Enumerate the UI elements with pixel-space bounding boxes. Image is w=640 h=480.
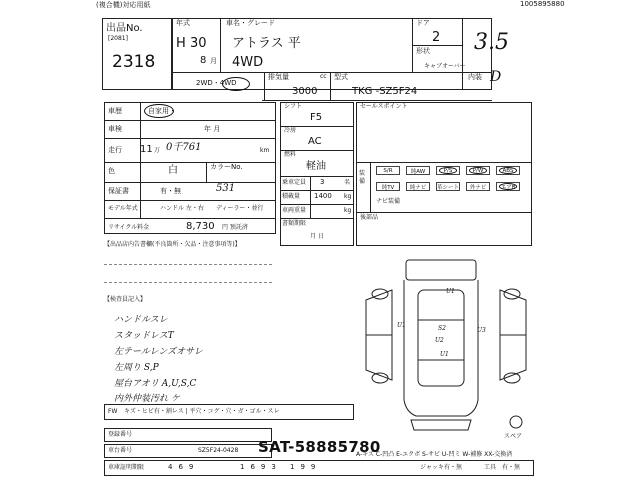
doc-unit: 月 日: [310, 233, 324, 240]
capacity-unit: 名: [344, 179, 351, 186]
capacity-label: 乗車定員: [282, 179, 307, 186]
chassis-value: SZ5F24-0428: [198, 447, 239, 454]
sales-point-label: セールスポイント: [360, 103, 408, 110]
model-year-label: モデル年式: [108, 205, 138, 212]
usage-circle: [144, 104, 174, 118]
usage-value: 自家用・: [148, 107, 176, 115]
jack-value: 有・無: [444, 464, 463, 471]
warranty-value: 有・無: [160, 187, 181, 195]
doc-label: 書類期限: [282, 220, 307, 227]
fw-label: FW: [108, 408, 118, 415]
load-unit: kg: [344, 193, 352, 200]
left-info-grid: [104, 102, 276, 234]
spare-label: スペア: [504, 433, 523, 440]
interior-label: 内装: [468, 73, 482, 81]
note-line: 屋台アオリ A,U,S,C: [114, 379, 197, 389]
interior-value: D: [490, 69, 502, 85]
warranty-label: 保証書: [108, 187, 129, 195]
damage-mark: S2: [438, 325, 446, 332]
month-value: 8: [200, 55, 207, 66]
note-line: 内外仲装汚れ ケ: [114, 394, 180, 404]
vehicle-grade: 4WD: [232, 55, 264, 70]
note-line: 左テールレンズオサレ: [114, 347, 203, 357]
warranty-code: 531: [216, 183, 236, 194]
registration-label: 登録番号: [108, 431, 133, 438]
capacity-value: 3: [320, 178, 325, 186]
fuel-value: 軽油: [306, 161, 326, 172]
damage-mark: U1: [397, 322, 406, 329]
check-title: 【検査員記入】: [104, 296, 147, 303]
lot-small-id: [2081]: [108, 35, 128, 42]
dealer-label: ディーラー・並行: [216, 205, 264, 212]
equipment-label: 装備: [359, 170, 366, 186]
door-value: 2: [432, 30, 441, 45]
top-right-number: 1005895880: [520, 0, 565, 8]
defect-label: 後部品: [360, 214, 379, 221]
load-value: 1400: [314, 192, 332, 200]
displacement-unit: cc: [320, 73, 327, 80]
displacement-label: 排気量: [268, 73, 289, 81]
year-value: 30: [190, 36, 207, 51]
navi-label: ナビ装備: [376, 198, 401, 205]
lot-label: 出品No.: [106, 23, 143, 34]
lot-number: 2318: [112, 52, 156, 72]
mileage-unit: km: [260, 147, 270, 154]
mileage-rest: 0千761: [166, 142, 202, 153]
score-value: 3.5: [474, 30, 509, 55]
fw-items: キズ・ヒビ有・割レス | 平穴・コグ・穴・ガ・ゴル・スレ: [124, 408, 280, 415]
cert-label: 車庫証明期限: [108, 464, 145, 471]
year-label: 年式: [176, 19, 190, 27]
equip-power-steering: P/S: [436, 166, 460, 175]
tool-value: 有・無: [502, 464, 521, 471]
equip-alloy-wheel: 純AW: [406, 166, 430, 175]
recycle-label: リサイクル料金: [108, 224, 150, 231]
mileage-label: 走行: [108, 146, 122, 154]
vehicle-name: アトラス 平: [232, 36, 301, 51]
shift-label: シフト: [284, 103, 303, 110]
sheet-title: 【出品店内告書欄(不良箇所・欠品・注意事項等)】: [104, 241, 241, 248]
ac-value: AC: [308, 136, 322, 147]
model-label: 型式: [334, 73, 348, 81]
combined-title: (複合機)対応用紙: [96, 1, 151, 9]
cab-label: キャブオーバー: [424, 63, 466, 70]
model-value: TKG -SZ5F24: [352, 86, 418, 97]
color-value: 白: [168, 165, 178, 176]
note-line: 左周り S,P: [114, 363, 159, 373]
damage-mark: U1: [446, 288, 455, 295]
equip-airbag: エアB: [496, 182, 520, 191]
inspection-unit: 年 月: [204, 125, 221, 133]
equip-sr: S/R: [376, 166, 400, 175]
mileage-man: 11: [140, 144, 153, 155]
damage-legend: A-キズ C-凹凸 E-エクボ S-サビ U-凹ミ W-補修 XX-交換済: [356, 451, 513, 458]
month-unit: 月: [210, 57, 217, 65]
fuel-label: 燃料: [284, 151, 297, 158]
shift-value: F5: [310, 112, 323, 123]
equip-power-window: P/W: [466, 166, 490, 175]
usage-label: 車歴: [108, 107, 122, 115]
equip-leather: 革シート: [436, 182, 460, 191]
note-line: ハンドルスレ: [114, 315, 168, 325]
cert-digits-2: 1693: [240, 463, 282, 471]
drive-label: 2WD・4WD: [196, 79, 237, 87]
color-label: 色: [108, 167, 115, 175]
damage-mark: U3: [477, 327, 486, 334]
drive-circle: [222, 77, 250, 91]
color-no-label: カラーNo.: [210, 163, 243, 171]
damage-mark: U1: [440, 351, 449, 358]
ac-label: 冷房: [284, 127, 297, 134]
jack-label: ジャッキ: [420, 464, 444, 471]
equip-tv: 純TV: [376, 182, 400, 191]
equip-navi: 純ナビ: [406, 182, 430, 191]
recycle-unit: 円 預託済: [222, 224, 248, 231]
damage-mark: U2: [435, 337, 444, 344]
mileage-man-unit: 万: [154, 147, 161, 154]
shape-label: 形状: [416, 47, 430, 55]
cert-digits: 469: [168, 463, 200, 471]
chassis-label: 車台番号: [108, 447, 133, 454]
equip-ext-navi: 外ナビ: [466, 182, 490, 191]
weight-unit: kg: [344, 207, 352, 214]
displacement-value: 3000: [292, 86, 318, 97]
year-era: H: [176, 36, 186, 51]
car-damage-diagram: [356, 250, 536, 440]
cert-digits-3: 199: [290, 463, 322, 471]
recycle-value: 8,730: [186, 221, 215, 232]
watermark: SAT-58885780: [258, 438, 381, 456]
inspection-label: 車検: [108, 125, 122, 133]
tool-label: 工具: [484, 464, 497, 471]
note-line: スタッドレスT: [114, 331, 174, 341]
weight-label: 車両重量: [282, 207, 307, 214]
load-label: 積載量: [282, 193, 301, 200]
name-label: 車名・グレード: [226, 19, 275, 27]
equip-abs: ABS: [496, 166, 520, 175]
handle-label: ハンドル 左・右: [160, 205, 204, 212]
door-label: ドア: [416, 19, 430, 27]
